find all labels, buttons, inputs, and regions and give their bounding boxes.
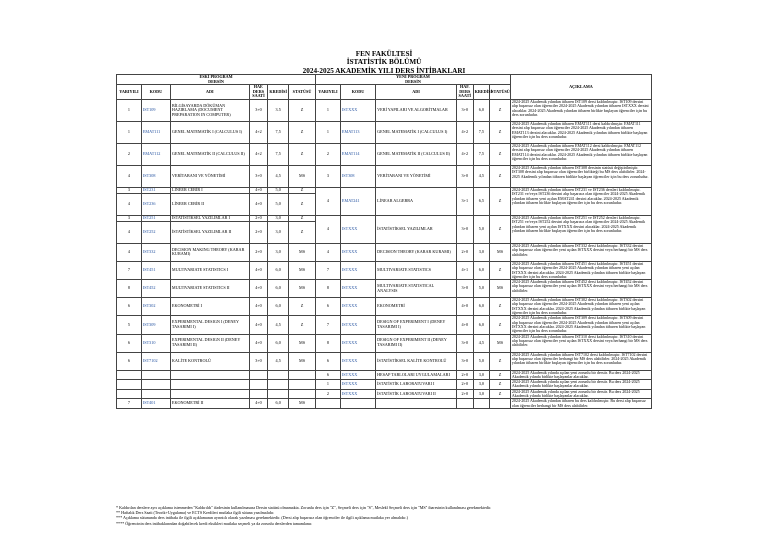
old-status: Z — [289, 121, 316, 143]
new-semester: 2 — [316, 389, 341, 399]
year-title: 2024-2025 AKADEMİK YILI DERS İNTİBAKLARI — [302, 66, 466, 75]
new-status: MS — [490, 280, 511, 298]
new-status: MS — [490, 334, 511, 352]
old-name: VERİTABANI VE YÖNETİMİ — [170, 165, 249, 187]
old-status: MS — [289, 243, 316, 261]
explanation-cell: 2024-2025 Akademik yılında açılan yeni zorunlu bir derstir. Bu ders 2024-2025 Akademik yılında birlikte başlayanlar alacaklar. — [510, 389, 651, 399]
old-hours: 2+0 — [249, 243, 268, 261]
old-empty — [117, 380, 142, 390]
old-semester: 6 — [117, 298, 142, 316]
old-semester: 3 — [117, 187, 142, 193]
old-hours: 4+0 — [249, 316, 268, 334]
new-semester: 3 — [316, 165, 341, 187]
old-semester: 4 — [117, 165, 142, 187]
new-credit: 5,0 — [473, 215, 490, 243]
old-status: Z — [289, 221, 316, 243]
new-status: Z — [490, 389, 511, 399]
old-empty — [249, 380, 268, 390]
old-semester: 1 — [117, 99, 142, 121]
new-hours: 2+0 — [456, 380, 473, 390]
old-semester: 4 — [117, 221, 142, 243]
old-name: MULTIVARIATE STATISTICS II — [170, 280, 249, 298]
old-hours: 4+0 — [249, 261, 268, 279]
old-name: GENEL MATEMATİK II (CALCULUS II) — [170, 143, 249, 165]
old-credit: 7,5 — [268, 121, 289, 143]
old-name: EKONOMETRİ I — [170, 298, 249, 316]
new-empty — [316, 399, 341, 409]
old-status: Z — [289, 298, 316, 316]
new-empty — [473, 399, 490, 409]
new-credit: 6,0 — [473, 316, 490, 334]
table-row — [117, 121, 652, 143]
new-hours: 3+0 — [456, 215, 473, 243]
old-status: MS — [289, 261, 316, 279]
table-row — [117, 99, 652, 121]
new-status: Z — [490, 187, 511, 215]
footnote-2: ** Haftalık Ders Saati (Teorik+Uygulama) ve ECTS Kredileri mutlaka ilgili sütuna yazılmalıdır. — [116, 510, 275, 516]
table-row — [117, 352, 652, 370]
old-status: MS — [289, 352, 316, 370]
old-status: Z — [289, 193, 316, 215]
new-col-header-5: STATÜSÜ — [490, 85, 511, 100]
new-credit: 6,0 — [473, 298, 490, 316]
old-credit: 5,0 — [268, 193, 289, 215]
old-status: Z — [289, 99, 316, 121]
new-status: MS — [490, 243, 511, 261]
old-code: EMAT112 — [141, 143, 170, 165]
new-credit: 3,0 — [473, 243, 490, 261]
old-code: IST308 — [141, 165, 170, 187]
old-program-header — [117, 75, 316, 85]
new-name: VERİTABANI VE YÖNETİMİ — [376, 165, 457, 187]
new-status: Z — [490, 316, 511, 334]
new-empty — [340, 399, 375, 409]
new-credit: 4,5 — [473, 334, 490, 352]
new-semester: 8 — [316, 334, 341, 352]
new-code: ISTXXX — [340, 298, 375, 316]
new-empty — [456, 399, 473, 409]
table-row — [117, 165, 652, 187]
old-col-header-4: KREDİSİ — [268, 85, 289, 100]
new-name: GENEL MATEMATİK II (CALCULUS II) — [376, 143, 457, 165]
new-code: ISTXXX — [340, 334, 375, 352]
old-credit: 4,5 — [268, 165, 289, 187]
new-col-header-2: ADI — [376, 85, 457, 100]
old-code: IST109 — [141, 99, 170, 121]
old-hours: 4+0 — [249, 399, 268, 409]
explanation-cell: 2024-2025 Akademik yılında açılan yeni zorunlu bir derstir. Bu ders 2024-2025 Akademik yılında birlikte başlayanlar alacaklar. — [510, 370, 651, 380]
table-row — [117, 399, 652, 409]
old-semester: 7 — [117, 399, 142, 409]
explanation-cell: 2024-2025 Akademik yılından itibaren IST251 ve IST252 dersleri kaldırılmıştır. IST251 ve/veya IST252 dersini alıp başarısız olan öğrenciler 2024-2025 Akademik yılından itibaren yeni açılan ISTXXX dersini alacaklar. 2024-2025 Akademik yılından itibaren birlikte başlayan öğrenciler için bu ders zorunludur. — [510, 215, 651, 243]
old-empty — [289, 380, 316, 390]
old-status: Z — [289, 187, 316, 193]
new-name: LİNEAR ALGEBRA — [376, 187, 457, 215]
old-empty — [268, 380, 289, 390]
old-code: IST236 — [141, 193, 170, 215]
new-credit: 6,5 — [473, 187, 490, 215]
new-name: İSTATİSTİKSEL YAZILIMLAR — [376, 215, 457, 243]
old-col-header-5: STATÜSÜ — [289, 85, 316, 100]
new-hours: 3+0 — [456, 334, 473, 352]
old-code: IST251 — [141, 215, 170, 221]
new-status: Z — [490, 352, 511, 370]
new-code: EMAT241 — [340, 187, 375, 215]
old-name: MULTIVARIATE STATISTICS I — [170, 261, 249, 279]
old-credit: 4,5 — [268, 316, 289, 334]
table-row — [117, 298, 652, 316]
old-status: MS — [289, 280, 316, 298]
new-status: Z — [490, 99, 511, 121]
explanation-cell: 2024-2025 Akademik yılından itibaren IST452 dersi kaldırılmıştır. IST452 dersini alıp başarısız olan öğrenciler yeni açılan ISTXXX dersini veya herhangi bir MS ders alabilirler. — [510, 280, 651, 298]
old-semester: 4 — [117, 243, 142, 261]
new-credit: 3,0 — [473, 389, 490, 399]
new-credit: 6,0 — [473, 261, 490, 279]
explanation-cell: 2024-2025 Akademik yılından itibaren IST231 ve IST236 dersleri kaldırılmıştır. IST231 ve/veya IST236 dersini alıp başarısız olan öğrenciler 2024-2025 Akademik yılından itibaren yeni açılan EMAT241 dersini alacaklar. 2024-2025 Akademik yılından itibaren birlikte başlayan öğrenciler için bu ders zorunludur. — [510, 187, 651, 215]
table-row — [117, 243, 652, 261]
new-credit: 4,5 — [473, 165, 490, 187]
new-name: VERİ YAPILARI VE ALGORİTMALAR — [376, 99, 457, 121]
new-hours: 3+0 — [456, 280, 473, 298]
new-code: ISTXXX — [340, 389, 375, 399]
new-hours: 2+0 — [456, 389, 473, 399]
old-empty — [249, 389, 268, 399]
new-code: ISTXXX — [340, 280, 375, 298]
department-title: İSTATİSTİK BÖLÜMÜ — [346, 58, 422, 67]
new-name: İSTATİSTİKSEL KALİTE KONTROLÜ — [376, 352, 457, 370]
old-semester: 2 — [117, 143, 142, 165]
new-semester: 4 — [316, 243, 341, 261]
old-credit: 6,0 — [268, 298, 289, 316]
new-col-header-3: HAF. DERS SAATİ — [456, 85, 473, 100]
new-credit: 7,5 — [473, 121, 490, 143]
new-code: EMAT114 — [340, 143, 375, 165]
old-credit: 6,0 — [268, 280, 289, 298]
old-status: MS — [289, 165, 316, 187]
old-code: IST231 — [141, 187, 170, 193]
table-row — [117, 215, 652, 221]
old-name: EKONOMETRİ II — [170, 399, 249, 409]
new-code: ISTXXX — [340, 215, 375, 243]
old-status: Z — [289, 143, 316, 165]
new-hours: 3+0 — [456, 165, 473, 187]
new-status: Z — [490, 121, 511, 143]
new-hours: 4+2 — [456, 143, 473, 165]
old-col-header-3: HAF. DERS SAATİ — [249, 85, 268, 100]
old-status: Z — [289, 316, 316, 334]
old-code: EMAT111 — [141, 121, 170, 143]
old-hours: 3+0 — [249, 165, 268, 187]
old-semester: 8 — [117, 280, 142, 298]
old-empty — [170, 380, 249, 390]
new-semester: 1 — [316, 99, 341, 121]
explanation-cell: 2024-2025 Akademik yılından itibaren IST302 dersi kaldırılmıştır. IST302 dersini alıp başarısız olan öğrenciler 2024-2025 Akademik yılından itibaren yeni açılan ISTXXX dersini alacaklar. 2024-2025 Akademik yılından itibaren birlikte başlayan öğrenciler için bu ders zorunludur. — [510, 298, 651, 316]
old-name: İSTATİSTİKSEL YAZILIMLAR II — [170, 221, 249, 243]
old-name: EXPERIMENTAL DESIGN II (DENEY TASARIMI II) — [170, 334, 249, 352]
new-credit: 5,0 — [473, 352, 490, 370]
explanation-cell: 2024-2025 Akademik yılından itibaren IST309 dersi kaldırılmıştır. IST309 dersini alıp başarısız olan öğrenciler 2024-2025 Akademik yılından itibaren yeni açılan ISTXXX dersini alacaklar. 2024-2025 Akademik yılından itibaren birlikte başlayan öğrenciler için bu ders zorunludur. — [510, 316, 651, 334]
new-semester: 7 — [316, 316, 341, 334]
new-hours: 2+0 — [456, 370, 473, 380]
explanation-cell: 2024-2025 Akademik yılından itibaren IST332 dersi kaldırılmıştır. IST332 dersini alıp başarısız olan öğrenciler yeni açılan ISTXXX dersini veya herhangi bir MS ders alabilirler. — [510, 243, 651, 261]
explanation-cell: 2024-2025 Akademik yılından itibaren EMAT111 dersi kaldırılmıştır. EMAT111 dersini alıp başarısız olan öğrenciler 2024-2025 Akademik yılından itibaren EMAT113 dersini alacaklar. 2024-2025 Akademik yılından itibaren birlikte başlayan öğrenciler için bu ders zorunludur. — [510, 121, 651, 143]
table-row — [117, 334, 652, 352]
footnote-3: *** Açıklama sütununda ders intibakı ile ilgili açıklamanın ayrıntılı olarak yazılması gerekmektedir. (Dersi alıp başarısız olan öğrenciler ile ilgili açıklama mutlaka yer almalıdır.) — [116, 515, 408, 521]
old-hours: 4+0 — [249, 280, 268, 298]
explanation-cell: 2024-2025 Akademik yılından itibaren IST310 dersi kaldırılmıştır. IST310 dersini alıp başarısız olan öğrenciler yeni açılan ISTXXX dersini veya herhangi bir MS ders alabilirler. — [510, 334, 651, 352]
table-row — [117, 380, 652, 390]
new-name: MULTIVARIATE STATISTICS — [376, 261, 457, 279]
old-code: IST310 — [141, 334, 170, 352]
new-semester: 6 — [316, 352, 341, 370]
old-name: EXPERIMENTAL DESIGN I (DENEY TASARIMI I) — [170, 316, 249, 334]
table-row — [117, 280, 652, 298]
new-semester: 4 — [316, 187, 341, 215]
new-program-label: YENİ PROGRAM — [396, 74, 430, 79]
old-credit: 6,0 — [268, 261, 289, 279]
explanation-cell: 2024-2025 Akademik yılından itibaren bu ders kaldırılmıştır. Bu dersi alıp başarısız olan öğrenciler herhangi bir MS ders alabilirler. — [510, 399, 651, 409]
old-credit: 3,0 — [268, 221, 289, 243]
explanation-cell: 2024-2025 Akademik yılından itibaren IST109 dersi kaldırılmıştır. IST109 dersini alıp başarısız olan öğrenciler 2024-2025 Akademik yılından itibaren ISTXXX dersini alacaklar. 2024-2025 Akademik yılından itibaren birlikte başlayan öğrenciler için bu ders zorunludur. — [510, 99, 651, 121]
new-credit: 7,5 — [473, 143, 490, 165]
old-credit: 3.5 — [268, 99, 289, 121]
new-courses-label: DERSİN — [405, 78, 421, 84]
old-name: GENEL MATEMATİK I (CALCULUS I) — [170, 121, 249, 143]
old-semester: 6 — [117, 334, 142, 352]
new-hours: 4+0 — [456, 316, 473, 334]
new-name: İSTATİSTİK LABORATUVARI II — [376, 389, 457, 399]
new-program-header — [316, 75, 511, 85]
new-credit: 3,0 — [473, 380, 490, 390]
old-hours: 3+0 — [249, 352, 268, 370]
new-name: DESIGN OF EXPERIMENT I (DENEY TASARIMI I) — [376, 316, 457, 334]
old-code: IST332 — [141, 243, 170, 261]
new-status: Z — [490, 298, 511, 316]
new-col-header-1: KODU — [340, 85, 375, 100]
new-semester: 7 — [316, 261, 341, 279]
new-status: Z — [490, 215, 511, 243]
new-code: ISTXXX — [340, 352, 375, 370]
old-code: IST302 — [141, 298, 170, 316]
new-status: Z — [490, 261, 511, 279]
old-empty — [170, 370, 249, 380]
old-col-header-2: ADI — [170, 85, 249, 100]
old-code: IST309 — [141, 316, 170, 334]
old-hours: 4+2 — [249, 143, 268, 165]
footnote-1: * Kaldırılan derslere ayrı açıklama istenmeden "Kaldırıldı" ifadesinin kullanılmasına Dersin statüsü olmamakta. Zorunlu ders için "Z", Seçmeli ders için "S", Meslekî Seçmeli ders için "MS" ibaresinin kullanılması gerekmektedir. — [116, 505, 492, 510]
old-semester: 1 — [117, 121, 142, 143]
footnote-4: **** Öğrencinin ders intibaklarından doğabilecek kredi eksikleri mutlaka seçmeli ya da zorunlu derslerden tamamlanır. — [116, 520, 313, 526]
old-empty — [289, 389, 316, 399]
new-semester: 6 — [316, 370, 341, 380]
old-col-header-0: YARIYILI — [117, 85, 142, 100]
new-code: ISTXXX — [340, 99, 375, 121]
new-semester: 8 — [316, 280, 341, 298]
new-semester: 4 — [316, 215, 341, 243]
old-name: LİNEER CEBİR II — [170, 193, 249, 215]
old-hours: 4+0 — [249, 193, 268, 215]
old-empty — [141, 370, 170, 380]
table-row — [117, 261, 652, 279]
table-row — [117, 316, 652, 334]
old-courses-label: DERSİN — [208, 78, 224, 84]
new-name: GENEL MATEMATİK I (CALCULUS I) — [376, 121, 457, 143]
explanation-cell: 2024-2025 Akademik yılından itibaren EMAT112 dersi kaldırılmıştır. EMAT112 dersini alıp başarısız olan öğrenciler 2024-2025 Akademik yılından itibaren EMAT114 dersini alacaklar. 2024-2025 Akademik yılından itibaren birlikte başlayan öğrenciler için bu ders zorunludur. — [510, 143, 651, 165]
explanation-cell: 2024-2025 Akademik yılından itibaren IST7102 dersi kaldırılmıştır. IST7102 dersini alıp başarısız olan öğrenciler herhangi bir MS ders alabilirler. 2024-2025 Akademik yılından itibaren birlikte başlayan öğrenciler için bu ders zorunludur. — [510, 352, 651, 370]
new-name: HESAP TABLOLARI UYGULAMALARI — [376, 370, 457, 380]
old-name: LİNEER CEBİR I — [170, 187, 249, 193]
old-hours: 4+0 — [249, 334, 268, 352]
table-row — [117, 143, 652, 165]
new-hours: 3+1 — [456, 187, 473, 215]
old-credit: 6,0 — [268, 399, 289, 409]
new-credit: 5,0 — [473, 280, 490, 298]
footnotes — [116, 505, 656, 526]
new-hours: 4+1 — [456, 261, 473, 279]
new-code: EMAT113 — [340, 121, 375, 143]
table-body — [117, 99, 652, 408]
old-empty — [117, 389, 142, 399]
new-semester: 1 — [316, 380, 341, 390]
old-hours: 4+0 — [249, 187, 268, 193]
new-name: EKONOMETRİ — [376, 298, 457, 316]
old-code: IST401 — [141, 399, 170, 409]
old-semester: 4 — [117, 193, 142, 215]
new-status: Z — [490, 165, 511, 187]
old-empty — [117, 370, 142, 380]
old-semester: 5 — [117, 316, 142, 334]
new-name: MULTIVARIATE STATISTICAL ANALYSIS — [376, 280, 457, 298]
new-semester: 6 — [316, 298, 341, 316]
new-semester: 1 — [316, 121, 341, 143]
explanation-header: AÇIKLAMA — [510, 75, 651, 100]
old-hours: 2+0 — [249, 215, 268, 221]
old-col-header-1: KODU — [141, 85, 170, 100]
old-semester: 7 — [117, 261, 142, 279]
new-empty — [490, 399, 511, 409]
old-empty — [141, 389, 170, 399]
old-semester: 6 — [117, 352, 142, 370]
new-empty — [376, 399, 457, 409]
old-semester: 3 — [117, 215, 142, 221]
document-title — [0, 50, 768, 75]
new-hours: 3+0 — [456, 352, 473, 370]
new-hours: 4+2 — [456, 121, 473, 143]
old-status: Z — [289, 215, 316, 221]
old-credit: 3,0 — [268, 243, 289, 261]
old-name: İSTATİSTİKSEL YAZILIMLAR I — [170, 215, 249, 221]
new-name: İSTATİSTİK LABORATUVARI I — [376, 380, 457, 390]
old-empty — [141, 380, 170, 390]
old-hours: 3+0 — [249, 99, 268, 121]
old-hours: 4+2 — [249, 121, 268, 143]
old-empty — [249, 370, 268, 380]
old-code: IST451 — [141, 261, 170, 279]
old-credit: 4,5 — [268, 352, 289, 370]
old-program-label: ESKİ PROGRAM — [199, 74, 233, 79]
new-code: ISTXXX — [340, 316, 375, 334]
new-col-header-4: KREDİSİ — [473, 85, 490, 100]
new-hours: 2+0 — [456, 243, 473, 261]
new-code: ISTXXX — [340, 380, 375, 390]
new-hours: 3+0 — [456, 99, 473, 121]
old-empty — [268, 389, 289, 399]
old-hours: 2+0 — [249, 221, 268, 243]
old-credit: 6,0 — [268, 334, 289, 352]
new-hours: 4+0 — [456, 298, 473, 316]
new-credit: 6,0 — [473, 99, 490, 121]
new-code: ISTXXX — [340, 261, 375, 279]
old-code: IST452 — [141, 280, 170, 298]
new-code: ISTXXX — [340, 370, 375, 380]
old-name: DECISION MAKING THEORY (KARAR KURAMI) — [170, 243, 249, 261]
old-status: MS — [289, 334, 316, 352]
old-credit: 3,0 — [268, 215, 289, 221]
old-code: IST7102 — [141, 352, 170, 370]
table-row — [117, 187, 652, 193]
course-equivalence-table — [116, 74, 652, 409]
old-status: MS — [289, 399, 316, 409]
old-empty — [268, 370, 289, 380]
new-code: ISTXXX — [340, 243, 375, 261]
new-semester: 2 — [316, 143, 341, 165]
new-col-header-0: YARIYILI — [316, 85, 341, 100]
new-status: Z — [490, 143, 511, 165]
new-status: Z — [490, 370, 511, 380]
explanation-cell: 2024-2025 Akademik yılından itibaren IST451 dersi kaldırılmıştır. IST451 dersini alıp başarısız olan öğrenciler 2024-2025 Akademik yılından itibaren yeni açılan ISTXXX dersini alacaklar. 2024-2025 Akademik yılından itibaren birlikte başlayan öğrenciler için bu ders zorunludur. — [510, 261, 651, 279]
explanation-cell: 2024-2025 Akademik yılında açılan yeni zorunlu bir derstir. Bu ders 2024-2025 Akademik yılında birlikte başlayanlar alacaklar. — [510, 380, 651, 390]
old-empty — [289, 370, 316, 380]
faculty-title: FEN FAKÜLTESİ — [355, 50, 413, 58]
new-credit: 3,0 — [473, 370, 490, 380]
old-credit: 7,5 — [268, 143, 289, 165]
new-code: IST308 — [340, 165, 375, 187]
old-credit: 5,0 — [268, 187, 289, 193]
new-status: Z — [490, 380, 511, 390]
explanation-cell: 2024-2025 Akademik yılından itibaren IST308 dersinin statüsü değiştirilmiştir. IST308 dersini alıp başarısız olan öğrenciler birlikteği bu MS ders alabilirler. 2024-2025 Akademik yılından itibaren birlikte başlayan öğrenciler için bu ders zorunludur. — [510, 165, 651, 187]
old-empty — [170, 389, 249, 399]
old-hours: 4+0 — [249, 298, 268, 316]
new-name: DECISION THEORY (KARAR KURAMI) — [376, 243, 457, 261]
old-name: KALİTE KONTROLÜ — [170, 352, 249, 370]
new-name: DESIGN OF EXPERIMENT II (DENEY TASARIMI II) — [376, 334, 457, 352]
old-code: IST252 — [141, 221, 170, 243]
old-name: BİLGİSAYARDA DÖKÜMAN HAZIRLAMA (DOCUMENT PREPARATION IN COMPUTER) — [170, 99, 249, 121]
